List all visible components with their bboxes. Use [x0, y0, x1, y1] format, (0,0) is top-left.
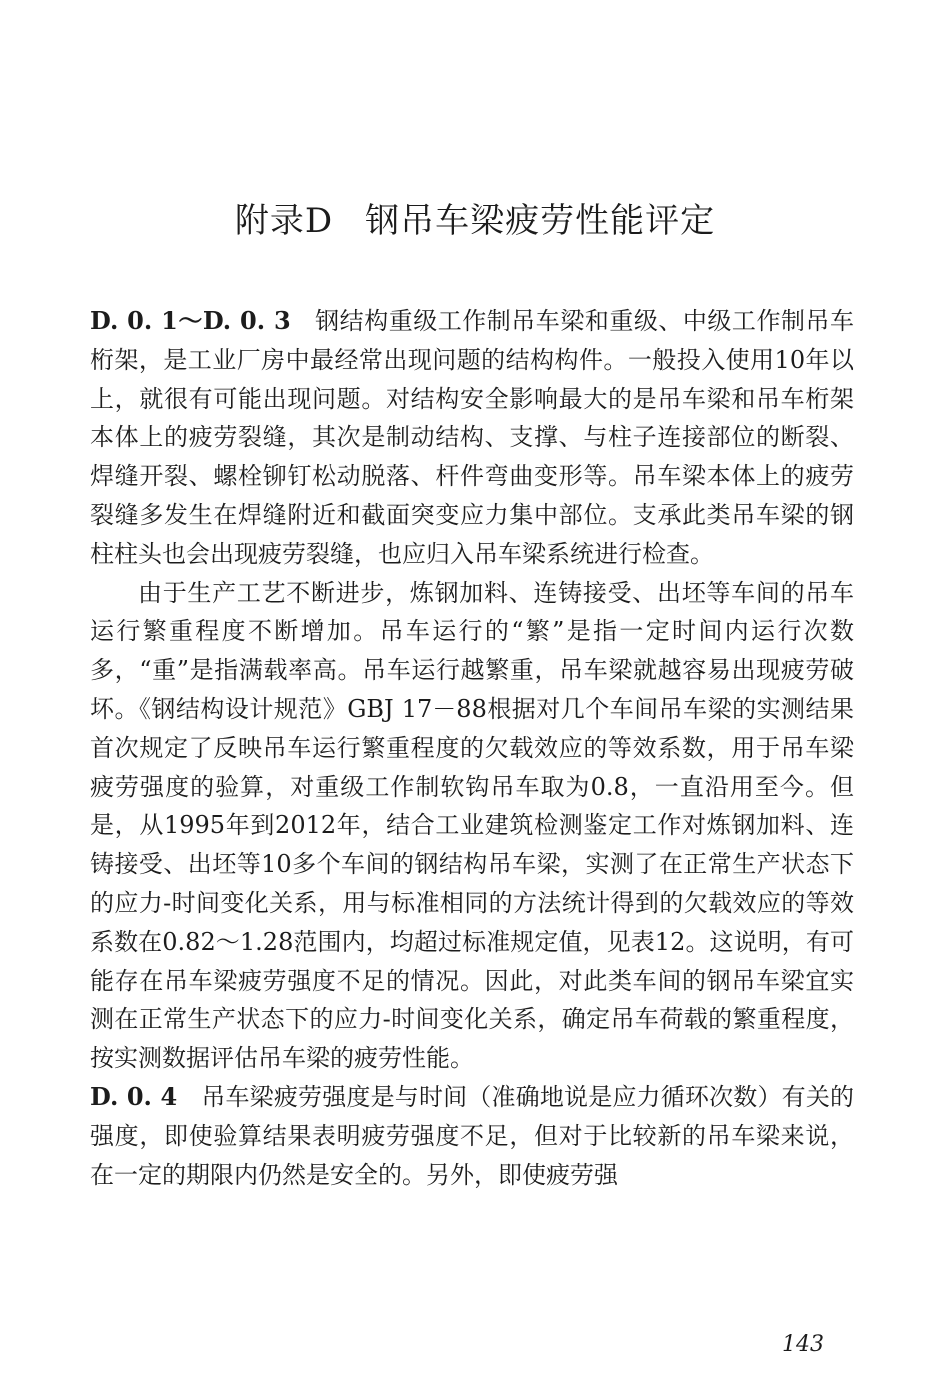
page-title	[0, 198, 950, 244]
paragraph-clause-d04	[90, 1078, 854, 1194]
body-text	[90, 302, 854, 1194]
clause-number: D. 0. 1～D. 0. 3	[90, 306, 291, 335]
paragraph-text: 钢结构重级工作制吊车梁和重级、中级工作制吊车桁架，是工业厂房中最经常出现问题的结构构件。一般投入使用10年以上，就很有可能出现问题。对结构安全影响最大的是吊车梁和吊车桁架本体上的疲劳裂缝，其次是制动结构、支撑、与柱子连接部位的断裂、焊缝开裂、螺栓铆钉松动脱落、杆件弯曲变形等。吊车梁本体上的疲劳裂缝多发生在焊缝附近和截面突变应力集中部位。支承此类吊车梁的钢柱柱头也会出现疲劳裂缝，也应归入吊车梁系统进行检查。	[90, 307, 854, 568]
clause-number: D. 0. 4	[90, 1081, 178, 1111]
paragraph-text: 吊车梁疲劳强度是与时间（准确地说是应力循环次数）有关的强度，即使验算结果表明疲劳强度不足，但对于比较新的吊车梁来说，在一定的期限内仍然是安全的。另外，即使疲劳强	[90, 1082, 854, 1189]
appendix-title: 钢吊车梁疲劳性能评定	[365, 201, 716, 241]
paragraph-clause-d01-d03	[90, 302, 854, 574]
paragraph-text: 由于生产工艺不断进步，炼钢加料、连铸接受、出坯等车间的吊车运行繁重程度不断增加。吊车运行的“繁”是指一定时间内运行次数多，“重”是指满载率高。吊车运行越繁重，吊车梁就越容易出现疲劳破坏。《钢结构设计规范》GBJ 17－88根据对几个车间吊车梁的实测结果首次规定了反映吊车运行繁重程度的欠载效应的等效系数，用于吊车梁疲劳强度的验算，对重级工作制软钩吊车取为0.8，一直沿用至今。但是，从1995年到2012年，结合工业建筑检测鉴定工作对炼钢加料、连铸接受、出坯等10多个车间的钢结构吊车梁，实测了在正常生产状态下的应力-时间变化关系，用与标准相同的方法统计得到的欠载效应的等效系数在0.82～1.28范围内，均超过标准规定值，见表12。这说明，有可能存在吊车梁疲劳强度不足的情况。因此，对此类车间的钢吊车梁宜实测在正常生产状态下的应力-时间变化关系，确定吊车荷载的繁重程度，按实测数据评估吊车梁的疲劳性能。	[90, 578, 854, 1073]
appendix-label: 附录D	[234, 201, 334, 241]
paragraph-production-load	[90, 574, 854, 1078]
page-number: 143	[782, 1332, 824, 1357]
